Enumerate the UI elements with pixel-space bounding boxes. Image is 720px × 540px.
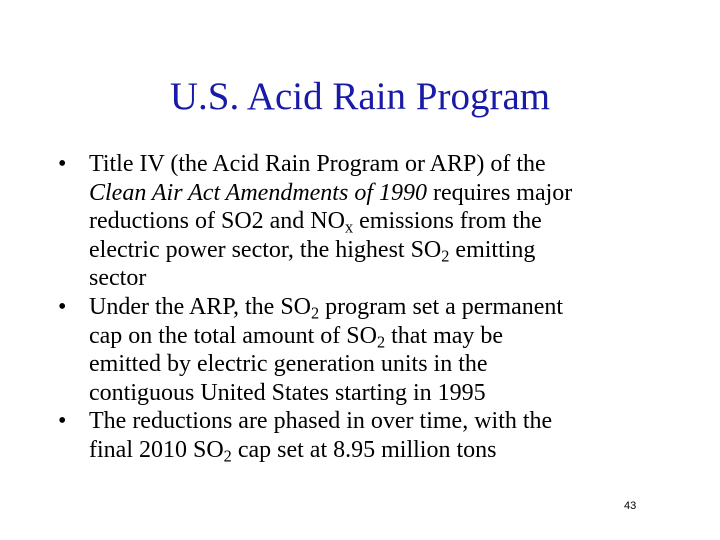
bullet-2-line-3: emitted by electric generation units in the — [89, 351, 488, 378]
subscript: 2 — [311, 303, 320, 323]
bullet-item-1 — [58, 150, 678, 293]
bullet-2-line-4: contiguous United States starting in 1995 — [89, 379, 486, 406]
text-run: program set a permanent — [319, 293, 564, 320]
page-number: 43 — [624, 500, 637, 512]
bullet-3-line-1: The reductions are phased in over time, with the — [89, 408, 553, 435]
bullet-3-line-2 — [89, 436, 678, 465]
bullet-1-line-5: sector — [89, 265, 147, 292]
text-run: electric power sector, the highest SO — [89, 236, 442, 263]
subscript: x — [344, 217, 354, 237]
text-run: emitting — [449, 236, 536, 263]
bullet-dot: • — [58, 408, 67, 435]
bullet-1-line-4 — [89, 236, 678, 265]
text-run: final 2010 SO — [89, 436, 224, 463]
bullet-1-line-1: Title IV (the Acid Rain Program or ARP) of the — [89, 151, 546, 177]
bullet-2-line-1 — [89, 293, 678, 322]
text-run: that may be — [385, 322, 504, 349]
bullet-list — [58, 150, 678, 465]
bullet-dot: • — [58, 293, 67, 320]
subscript: 2 — [376, 332, 386, 352]
bullet-item-3 — [58, 407, 678, 464]
bullet-1-line-2 — [89, 179, 678, 208]
text-run: cap on the total amount of SO — [89, 322, 377, 349]
bullet-2-line-2 — [89, 322, 678, 351]
bullet-1-line-3 — [89, 207, 678, 236]
text-run: cap set at 8.95 million tons — [231, 436, 497, 463]
bullet-1-line-2-rest: requires major — [426, 179, 573, 206]
subscript: 2 — [223, 446, 232, 466]
text-run: Under the ARP, the SO — [89, 293, 311, 320]
text-run: emissions from the — [353, 208, 542, 235]
bullet-dot: • — [58, 151, 67, 177]
act-title-italic: Clean Air Act Amendments of 1990 — [89, 179, 427, 206]
subscript: 2 — [441, 246, 450, 266]
slide-title: U.S. Acid Rain Program — [169, 75, 551, 118]
text-run: reductions of SO2 and NO — [89, 208, 345, 235]
bullet-item-2 — [58, 293, 678, 407]
